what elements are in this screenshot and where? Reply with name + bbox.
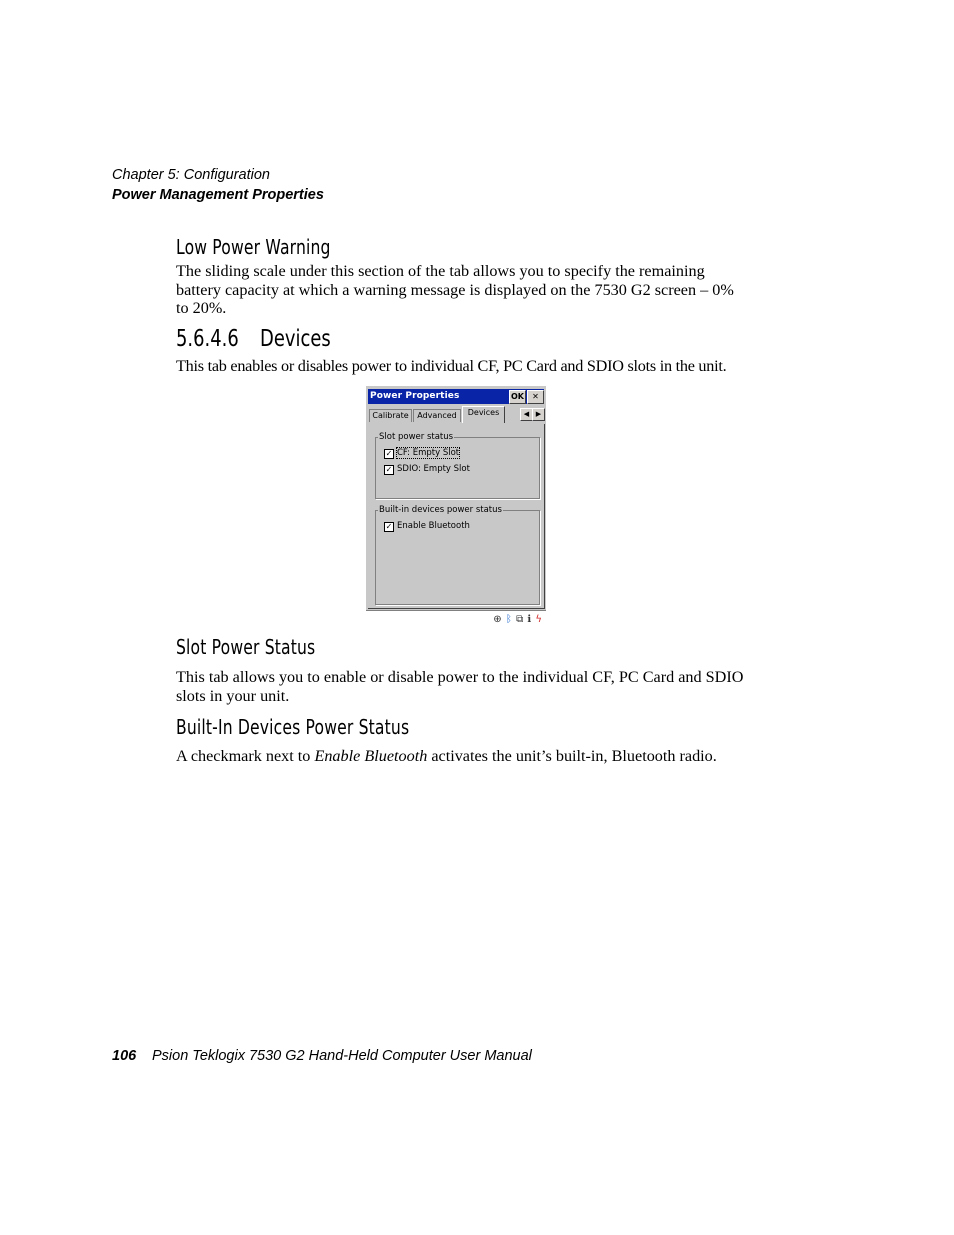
devices-paragraph: This tab enables or disables power to individual CF, PC Card and SDIO slots in the unit. [176,357,727,375]
builtin-para-text: activates the unit’s built-in, Bluetooth radio. [427,747,717,765]
tab-scroll-right-icon[interactable]: ▶ [532,408,545,421]
sdio-slot-label: SDIO: Empty Slot [397,464,470,474]
builtin-para-text: A checkmark next to [176,747,315,765]
manual-title: Psion Teklogix 7530 G2 Hand-Held Computer User Manual [152,1048,532,1064]
close-icon[interactable]: ✕ [527,390,544,404]
low-power-warning-heading: Low Power Warning [176,235,331,259]
tab-advanced[interactable]: Advanced [413,409,461,422]
builtin-devices-paragraph [176,747,776,766]
network-icon[interactable]: ⊕ [493,614,502,625]
info-icon[interactable]: ℹ [527,614,532,625]
slot-power-group [375,432,540,499]
enable-bluetooth-checkbox[interactable] [384,521,470,533]
battery-icon[interactable]: ϟ [535,614,542,625]
tab-scroll-left-icon[interactable]: ◀ [520,408,533,421]
builtin-devices-group [375,505,540,605]
devices-heading: Devices [260,326,331,352]
enable-bluetooth-emphasis: Enable Bluetooth [314,747,428,765]
slot-power-group-label: Slot power status [379,432,454,442]
tab-calibrate[interactable]: Calibrate [369,409,412,422]
enable-bluetooth-label: Enable Bluetooth [397,521,470,531]
checkbox-check-icon: ✓ [385,449,393,458]
window-titlebar [368,389,544,404]
ok-button[interactable]: OK [509,390,526,404]
sdio-slot-checkbox[interactable] [384,464,470,476]
system-tray [492,614,542,626]
slot-power-status-paragraph: This tab allows you to enable or disable power to the individual CF, PC Card and SDIO slots in your unit. [176,668,744,705]
low-power-warning-paragraph: The sliding scale under this section of the tab allows you to specify the remaining battery capacity at which a warning message is displayed on the 7530 G2 screen – 0% to 20%. [176,262,734,318]
cf-slot-checkbox[interactable] [384,448,459,460]
devices-section-number: 5.6.4.6 [176,326,239,352]
connection-icon[interactable]: ⧉ [516,614,524,625]
window-title: Power Properties [370,391,460,401]
page-number: 106 [112,1048,137,1064]
chapter-header: Chapter 5: Configuration [112,167,270,183]
builtin-devices-heading: Built-In Devices Power Status [176,715,410,739]
slot-power-status-heading: Slot Power Status [176,635,316,659]
checkbox-check-icon: ✓ [385,465,393,474]
devices-tab-panel [368,424,545,609]
bluetooth-icon[interactable]: ᛒ [505,614,512,625]
builtin-devices-group-label: Built-in devices power status [379,505,502,515]
tab-devices[interactable]: Devices [462,406,505,423]
power-properties-screenshot [366,386,546,627]
tab-strip [368,406,544,423]
taskbar [366,610,546,627]
checkbox-check-icon: ✓ [385,522,393,531]
cf-slot-label: CF: Empty Slot [397,448,460,458]
section-header: Power Management Properties [112,187,324,203]
